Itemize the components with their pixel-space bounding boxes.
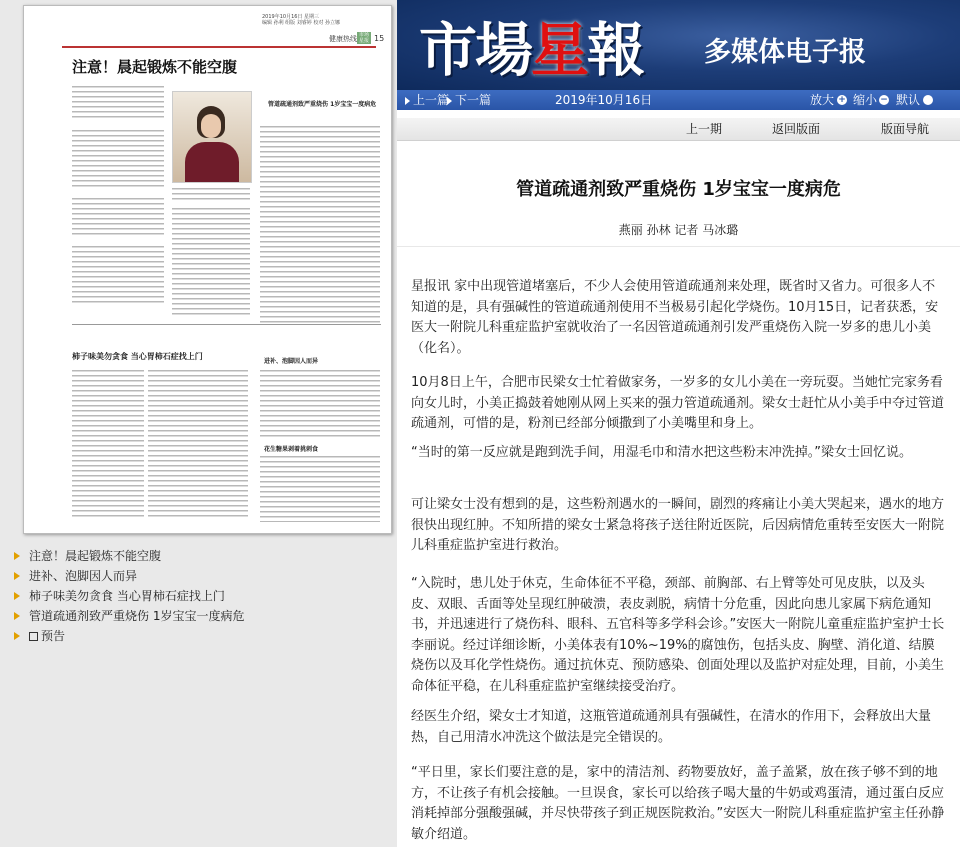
- article-link-list: [14, 546, 394, 646]
- newspaper-date-line: 2019年10月16日 星期三: [262, 14, 320, 20]
- newspaper-text-block: [72, 368, 144, 518]
- zoom-in-label[interactable]: 放大: [810, 93, 835, 107]
- back-to-layout-link[interactable]: 返回版面: [772, 122, 821, 136]
- photo-person-body: [185, 142, 239, 182]
- newspaper-subhead-candy[interactable]: 花生糖果剥着挑刺食: [264, 446, 319, 453]
- article-link[interactable]: [14, 626, 394, 646]
- site-banner: [397, 0, 960, 90]
- photo-person-face: [201, 114, 221, 138]
- newspaper-logo: 市场星报: [358, 32, 369, 44]
- newspaper-text-block: [148, 368, 248, 518]
- newspaper-subhead-pipe[interactable]: 管道疏通剂致严重烧伤 1岁宝宝一度病危: [268, 101, 377, 108]
- newspaper-editor-line: 编辑 孙利 组版 刘睿婷 校对 孙立娜: [262, 20, 340, 26]
- newspaper-date: [262, 14, 340, 26]
- newspaper-text-block: [172, 206, 250, 316]
- article-paragraph: “当时的第一反应就是跑到洗手间，用湿毛巾和清水把这些粉末冲洗掉。”梁女士回忆说。: [411, 445, 912, 460]
- box-icon: [29, 632, 38, 641]
- newspaper-rule: [62, 46, 376, 48]
- article-paragraph: “入院时，患儿处于休克，生命体征不平稳，颈部、前胸部、右上臂等处可见皮肤，以及头皮、双眼、舌面等处呈现红肿破溃，表皮剥脱，病情十分危重，因此向患儿家属下病危通知书，并迅速进行了烧伤科、眼科、五官科等多学科会诊。”安医大一附院儿童重症监护室护士长李丽说。经过详细诊断，小美体表有10%~19%的腐蚀伤，包括头皮、胸壁、消化道、结膜烧伤以及耳化学性烧伤。通过抗休克、预防感染、创面处理以及监护对症处理，目前，小美生命体征平稳，在儿科重症监护室继续接受治疗。: [411, 576, 945, 694]
- newspaper-column-name: 健康热线: [329, 35, 357, 43]
- newspaper-page-number: 15: [374, 34, 385, 43]
- top-navbar: [397, 90, 960, 110]
- arrow-icon: [14, 632, 20, 640]
- newspaper-text-block: [72, 84, 164, 120]
- article-link-label[interactable]: 预告: [41, 629, 66, 643]
- site-logo-title: [419, 3, 643, 87]
- current-date: 2019年10月16日: [555, 93, 653, 107]
- article-link[interactable]: [14, 546, 394, 566]
- newspaper-text-block: [72, 244, 164, 304]
- article-paragraph: 经医生介绍，梁女士才知道，这瓶管道疏通剂具有强碱性，在清水的作用下，会释放出大量热，自己用清水冲洗这个做法是完全错误的。: [411, 709, 932, 745]
- next-article-label[interactable]: 下一篇: [455, 93, 492, 107]
- arrow-icon: [14, 592, 20, 600]
- default-size-label[interactable]: 默认: [896, 93, 921, 107]
- arrow-icon: [447, 97, 452, 105]
- newspaper-page-thumbnail[interactable]: [23, 5, 392, 534]
- newspaper-divider: [72, 324, 381, 325]
- page-subnav: [397, 118, 960, 141]
- newspaper-subhead-tonic[interactable]: 进补、泡脚因人而异: [264, 358, 319, 365]
- zoom-in-icon[interactable]: +: [838, 95, 846, 105]
- newspaper-text-block: [72, 128, 164, 188]
- photo-caption: [172, 186, 250, 202]
- article-byline: 燕丽 孙林 记者 马冰璐: [618, 223, 739, 237]
- site-subtitle: 多媒体电子报: [704, 37, 866, 68]
- article-divider: [397, 246, 960, 247]
- prev-issue-link[interactable]: 上一期: [686, 122, 723, 136]
- article-link-label[interactable]: 管道疏通剂致严重烧伤 1岁宝宝一度病危: [29, 609, 245, 623]
- layout-navigation-link[interactable]: 版面导航: [881, 122, 930, 136]
- newspaper-header: [24, 6, 391, 46]
- article-content: [397, 141, 960, 847]
- default-size-icon[interactable]: [923, 95, 933, 105]
- zoom-out-icon[interactable]: −: [880, 95, 888, 105]
- left-panel: [0, 0, 397, 847]
- prev-article-label[interactable]: 上一篇: [413, 93, 450, 107]
- newspaper-subhead-persimmon[interactable]: 柿子味美勿贪食 当心胃柿石症找上门: [72, 352, 203, 361]
- newspaper-photo: [172, 91, 252, 183]
- article-paragraph: 星报讯 家中出现管道堵塞后，不少人会使用管道疏通剂来处理，既省时又省力。可很多人不知道的是，具有强碱性的管道疏通剂使用不当极易引起化学烧伤。10月15日，记者获悉，安医大一附院儿科重症监护室就收治了一名因管道疏通剂引发严重烧伤入院一岁多的患儿小美（化名）。: [411, 279, 939, 356]
- newspaper-text-block: [260, 124, 380, 324]
- logo-text-left: 市場: [419, 16, 532, 84]
- newspaper-text-block: [260, 368, 380, 438]
- article-link-label[interactable]: 柿子味美勿贪食 当心胃柿石症找上门: [29, 589, 225, 603]
- newspaper-headline[interactable]: 注意！晨起锻炼不能空腹: [72, 58, 238, 76]
- article-link[interactable]: [14, 586, 394, 606]
- logo-text-star: 星: [531, 16, 588, 84]
- newspaper-text-block: [260, 454, 380, 522]
- article-paragraph: 10月8日上午，合肥市民梁女士忙着做家务，一岁多的女儿小美在一旁玩耍。当她忙完家务看向女儿时，小美正捣鼓着她刚从网上买来的强力管道疏通剂。梁女士赶忙从小美手中夺过管道疏通剂，可惜的是，粉剂已经部分倾撒到了小美嘴里和身上。: [411, 375, 945, 431]
- next-article-link[interactable]: [447, 90, 491, 110]
- arrow-icon: [14, 552, 20, 560]
- arrow-icon: [14, 572, 20, 580]
- article-link[interactable]: [14, 566, 394, 586]
- zoom-out-label[interactable]: 缩小: [853, 93, 878, 107]
- article-title: 管道疏通剂致严重烧伤 1岁宝宝一度病危: [516, 179, 841, 200]
- article-paragraph: “平日里，家长们要注意的是，家中的清洁剂、药物要放好，盖子盖紧，放在孩子够不到的地方，不让孩子有机会接触。一旦误食，家长可以给孩子喝大量的牛奶或鸡蛋清，通过蛋白反应消耗掉部分强酸强碱，并尽快带孩子到正规医院救治。”安医大一附院儿科重症监护室主任孙静敏介绍道。: [411, 765, 945, 842]
- arrow-icon: [14, 612, 20, 620]
- logo-text-right: 報: [587, 16, 644, 84]
- article-paragraph: 可让梁女士没有想到的是，这些粉剂遇水的一瞬间，剧烈的疼痛让小美大哭起来，遇水的地方很快出现红肿。不知所措的梁女士紧急将孩子送往附近医院，后因病情危重转至安医大一附院儿科重症监护室进行救治。: [411, 497, 945, 553]
- prev-article-link[interactable]: [405, 90, 449, 110]
- arrow-icon: [405, 97, 410, 105]
- article-link-label[interactable]: 注意！晨起锻炼不能空腹: [29, 549, 162, 563]
- article-link-label[interactable]: 进补、泡脚因人而异: [29, 569, 138, 583]
- newspaper-text-block: [72, 196, 164, 236]
- article-link[interactable]: [14, 606, 394, 626]
